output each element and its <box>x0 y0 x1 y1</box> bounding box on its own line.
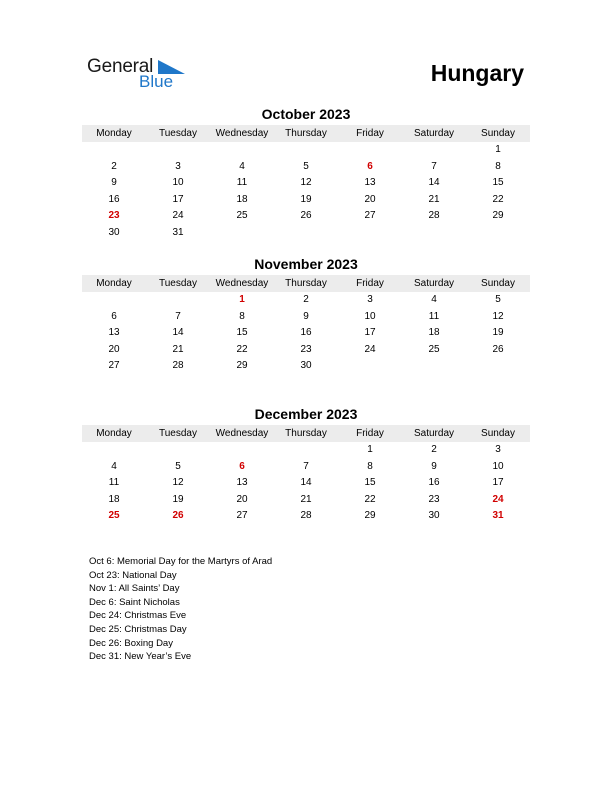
day-cell: 22 <box>492 193 504 205</box>
day-cell: 23 <box>300 343 312 355</box>
weekday-label: Sunday <box>481 428 515 439</box>
day-cell: 19 <box>492 327 504 339</box>
day-cell: 9 <box>431 460 437 472</box>
day-cell: 2 <box>303 294 309 305</box>
month-title: October 2023 <box>261 106 351 122</box>
day-cell: 22 <box>364 493 376 505</box>
week-row <box>82 225 530 242</box>
weekday-header <box>82 425 530 442</box>
day-cell: 31 <box>172 226 184 238</box>
weekday-label: Saturday <box>413 278 455 289</box>
day-cell: 24 <box>172 210 184 222</box>
week-row <box>82 142 530 159</box>
day-cell: 12 <box>172 477 184 489</box>
day-cell: 6 <box>239 460 245 472</box>
day-cell: 5 <box>303 160 309 172</box>
holiday-list <box>89 555 272 664</box>
holiday-entry: Dec 26: Boxing Day <box>89 637 173 649</box>
day-cell: 19 <box>172 493 184 505</box>
day-cell: 18 <box>108 493 120 505</box>
day-cell: 6 <box>111 310 117 322</box>
day-cell: 16 <box>428 477 440 489</box>
holiday-entry: Dec 31: New Year’s Eve <box>89 651 192 663</box>
empty-day-cell <box>146 142 210 159</box>
month-october <box>82 106 530 242</box>
weekday-label: Monday <box>96 428 132 439</box>
week-row <box>82 442 530 459</box>
day-cell: 21 <box>428 193 440 205</box>
week-row <box>82 475 530 492</box>
day-cell: 15 <box>364 477 376 489</box>
day-cell: 3 <box>495 444 501 455</box>
day-cell: 12 <box>300 177 312 189</box>
day-cell: 1 <box>239 294 245 305</box>
weekday-header <box>82 275 530 292</box>
month-december <box>82 406 530 525</box>
weekday-label: Friday <box>356 428 384 439</box>
week-row <box>82 492 530 509</box>
day-cell: 25 <box>108 510 120 522</box>
day-cell: 27 <box>364 210 376 222</box>
holiday-entry: Dec 6: Saint Nicholas <box>89 596 180 608</box>
empty-day-cell <box>146 442 210 459</box>
day-cell: 18 <box>428 327 440 339</box>
day-cell: 10 <box>364 310 376 322</box>
weekday-label: Thursday <box>285 428 327 439</box>
weekday-label: Sunday <box>481 128 515 139</box>
empty-day-cell <box>210 225 274 242</box>
weekday-label: Monday <box>96 128 132 139</box>
day-cell: 27 <box>108 360 120 372</box>
day-cell: 4 <box>431 294 437 305</box>
day-cell: 23 <box>428 493 440 505</box>
week-row <box>82 358 530 375</box>
logo-text-general: General <box>87 56 154 77</box>
day-cell: 30 <box>108 226 120 238</box>
holiday-entry: Nov 1: All Saints’ Day <box>89 583 180 595</box>
week-row <box>82 342 530 359</box>
empty-day-cell <box>274 142 338 159</box>
weekday-label: Thursday <box>285 278 327 289</box>
day-cell: 14 <box>428 177 440 189</box>
weeks <box>82 292 530 375</box>
weekday-header <box>82 125 530 142</box>
weekday-label: Tuesday <box>159 428 197 439</box>
day-cell: 28 <box>428 210 440 222</box>
day-cell: 29 <box>492 210 504 222</box>
weekday-label: Wednesday <box>215 278 269 289</box>
day-cell: 8 <box>239 310 245 322</box>
month-november <box>82 256 530 375</box>
day-cell: 8 <box>367 460 373 472</box>
empty-day-cell <box>210 142 274 159</box>
empty-day-cell <box>402 358 466 375</box>
day-cell: 11 <box>428 310 440 322</box>
day-cell: 8 <box>495 160 501 172</box>
empty-day-cell <box>274 442 338 459</box>
day-cell: 13 <box>236 477 248 489</box>
month-title: December 2023 <box>254 406 358 422</box>
day-cell: 26 <box>492 343 504 355</box>
day-cell: 9 <box>111 177 117 189</box>
day-cell: 7 <box>431 160 437 172</box>
empty-day-cell <box>82 292 146 309</box>
day-cell: 2 <box>431 444 437 455</box>
day-cell: 3 <box>175 160 181 172</box>
week-row <box>82 508 530 525</box>
weekday-label: Saturday <box>413 128 455 139</box>
day-cell: 23 <box>108 210 120 222</box>
weeks <box>82 142 530 242</box>
day-cell: 18 <box>236 193 248 205</box>
day-cell: 10 <box>492 460 504 472</box>
day-cell: 5 <box>495 294 501 305</box>
day-cell: 21 <box>300 493 312 505</box>
day-cell: 20 <box>364 193 376 205</box>
weekday-label: Wednesday <box>215 428 269 439</box>
day-cell: 27 <box>236 510 248 522</box>
weekday-label: Friday <box>356 128 384 139</box>
day-cell: 11 <box>108 477 120 489</box>
day-cell: 17 <box>172 193 184 205</box>
day-cell: 19 <box>300 193 312 205</box>
day-cell: 31 <box>492 510 504 522</box>
day-cell: 3 <box>367 294 373 305</box>
empty-day-cell <box>338 142 402 159</box>
day-cell: 29 <box>236 360 248 372</box>
weekday-label: Tuesday <box>159 128 197 139</box>
holiday-entry: Oct 23: National Day <box>89 569 177 581</box>
week-row <box>82 325 530 342</box>
empty-day-cell <box>82 442 146 459</box>
day-cell: 25 <box>428 343 440 355</box>
empty-day-cell <box>146 292 210 309</box>
day-cell: 16 <box>108 193 120 205</box>
empty-day-cell <box>338 225 402 242</box>
day-cell: 13 <box>108 327 120 339</box>
weekday-label: Wednesday <box>215 128 269 139</box>
week-row <box>82 192 530 209</box>
day-cell: 1 <box>495 144 501 155</box>
empty-day-cell <box>338 358 402 375</box>
day-cell: 5 <box>175 460 181 472</box>
day-cell: 17 <box>492 477 504 489</box>
day-cell: 29 <box>364 510 376 522</box>
week-row <box>82 159 530 176</box>
weekday-label: Thursday <box>285 128 327 139</box>
weekday-label: Friday <box>356 278 384 289</box>
day-cell: 20 <box>108 343 120 355</box>
month-title: November 2023 <box>254 256 358 272</box>
day-cell: 4 <box>111 460 117 472</box>
day-cell: 26 <box>300 210 312 222</box>
day-cell: 10 <box>172 177 184 189</box>
day-cell: 30 <box>300 360 312 372</box>
logo-text-blue: Blue <box>139 72 174 91</box>
day-cell: 14 <box>172 327 184 339</box>
empty-day-cell <box>402 142 466 159</box>
day-cell: 15 <box>492 177 504 189</box>
day-cell: 9 <box>303 310 309 322</box>
day-cell: 28 <box>172 360 184 372</box>
weekday-label: Monday <box>96 278 132 289</box>
day-cell: 13 <box>364 177 376 189</box>
day-cell: 11 <box>236 177 248 189</box>
day-cell: 16 <box>300 327 312 339</box>
day-cell: 1 <box>367 444 373 455</box>
country-title: Hungary <box>430 60 524 86</box>
day-cell: 20 <box>236 493 248 505</box>
weekday-label: Sunday <box>481 278 515 289</box>
day-cell: 7 <box>303 460 309 472</box>
empty-day-cell <box>402 225 466 242</box>
holiday-entry: Oct 6: Memorial Day for the Martyrs of Arad <box>89 556 273 567</box>
weeks <box>82 442 530 525</box>
empty-day-cell <box>466 358 530 375</box>
holiday-entry: Dec 24: Christmas Eve <box>89 610 187 622</box>
day-cell: 2 <box>111 160 117 172</box>
empty-day-cell <box>82 142 146 159</box>
day-cell: 25 <box>236 210 248 222</box>
day-cell: 26 <box>172 510 184 522</box>
day-cell: 30 <box>428 510 440 522</box>
weekday-label: Saturday <box>413 428 455 439</box>
week-row <box>82 292 530 309</box>
holiday-entry: Dec 25: Christmas Day <box>89 623 187 635</box>
day-cell: 24 <box>492 493 504 505</box>
empty-day-cell <box>466 225 530 242</box>
logo <box>87 56 187 92</box>
day-cell: 22 <box>236 343 248 355</box>
week-row <box>82 309 530 326</box>
day-cell: 6 <box>367 160 373 172</box>
week-row <box>82 459 530 476</box>
day-cell: 12 <box>492 310 504 322</box>
day-cell: 15 <box>236 327 248 339</box>
day-cell: 24 <box>364 343 376 355</box>
empty-day-cell <box>274 225 338 242</box>
day-cell: 28 <box>300 510 312 522</box>
day-cell: 14 <box>300 477 312 489</box>
week-row <box>82 208 530 225</box>
day-cell: 7 <box>175 310 181 322</box>
day-cell: 17 <box>364 327 376 339</box>
day-cell: 4 <box>239 160 245 172</box>
day-cell: 21 <box>172 343 184 355</box>
weekday-label: Tuesday <box>159 278 197 289</box>
empty-day-cell <box>210 442 274 459</box>
week-row <box>82 175 530 192</box>
